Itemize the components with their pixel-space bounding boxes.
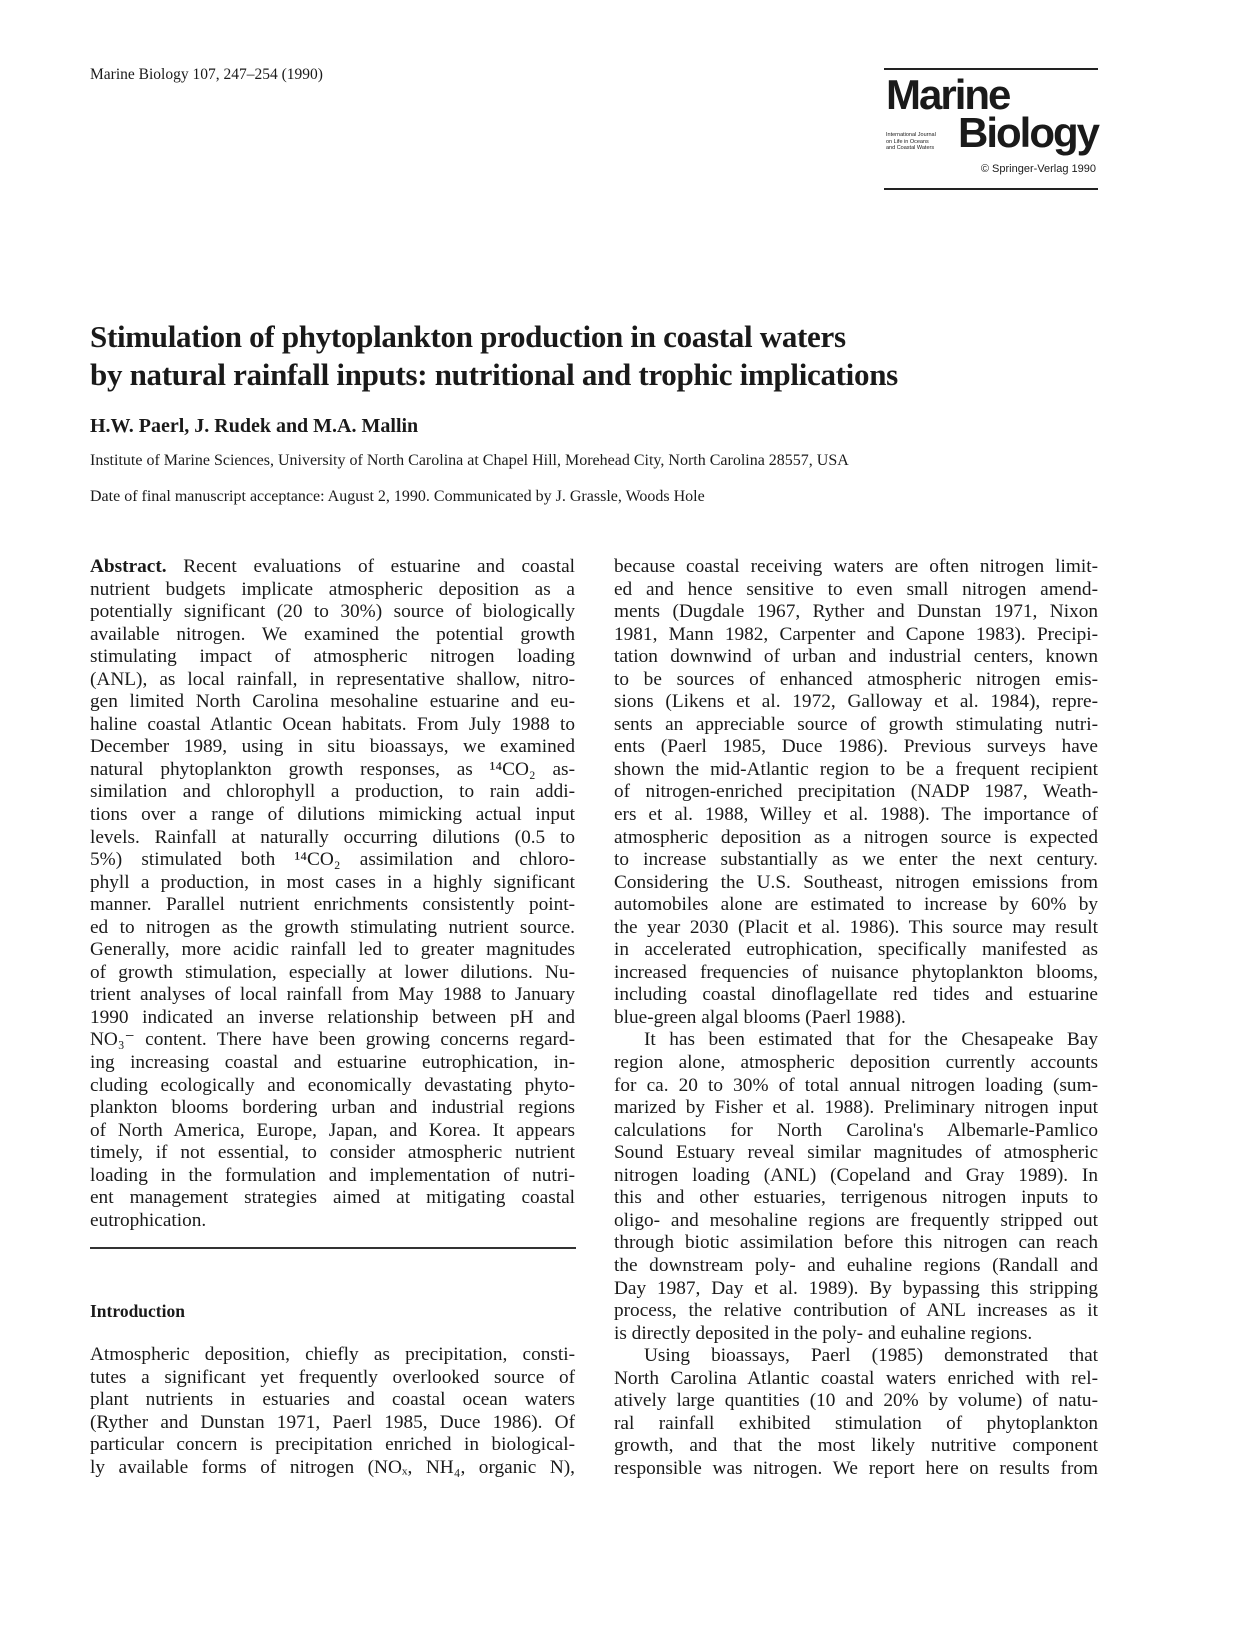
text-line: including coastal dinoflagellate red tides and estuarine bbox=[614, 984, 1098, 1006]
text-line: is directly deposited in the poly- and euhaline regions. bbox=[614, 1322, 1033, 1344]
text-line: Generally, more acidic rainfall led to greater magnitudes bbox=[90, 939, 575, 961]
text-line: ed to nitrogen as the growth stimulating nutrient source. bbox=[90, 916, 575, 938]
logo-subtitle-line: International Journal bbox=[886, 132, 936, 138]
text-line: plant nutrients in estuaries and coastal ocean waters bbox=[90, 1389, 575, 1411]
text-line: Considering the U.S. Southeast, nitrogen emissions from bbox=[614, 871, 1098, 893]
text-line: ments (Dugdale 1967, Ryther and Dunstan 1971, Nixon bbox=[614, 601, 1098, 623]
text-line: atmospheric deposition as a nitrogen source is expected bbox=[614, 826, 1098, 848]
text-line: to increase substantially as we enter the next century. bbox=[614, 849, 1098, 871]
text-line: loading in the formulation and implementation of nutri- bbox=[90, 1164, 575, 1186]
text-line: marized by Fisher et al. 1988). Preliminary nitrogen input bbox=[614, 1097, 1098, 1119]
text-line: It has been estimated that for the Chesapeake Bay bbox=[644, 1029, 1098, 1051]
text-line: stimulating impact of atmospheric nitrogen loading bbox=[90, 646, 575, 668]
text-line: tions over a range of dilutions mimicking actual input bbox=[90, 804, 575, 826]
text-line: ly available forms of nitrogen (NOₓ, NH₄, organic N), bbox=[90, 1456, 575, 1478]
text-line: manner. Parallel nutrient enrichments consistently point- bbox=[90, 894, 575, 916]
text-line: December 1989, using in situ bioassays, we examined bbox=[90, 736, 575, 758]
right-column-text bbox=[614, 556, 1098, 1480]
abstract-label: Abstract. bbox=[90, 556, 167, 577]
text-line: Sound Estuary reveal similar magnitudes of atmospheric bbox=[614, 1142, 1098, 1164]
text-line: plankton blooms bordering urban and industrial regions bbox=[90, 1097, 575, 1119]
text-line: ral rainfall exhibited stimulation of phytoplankton bbox=[614, 1412, 1098, 1434]
copyright-notice: © Springer-Verlag 1990 bbox=[980, 163, 1096, 175]
text-line: oligo- and mesohaline regions are frequently stripped out bbox=[614, 1209, 1098, 1231]
text-line: potentially significant (20 to 30%) source of biologically bbox=[90, 601, 575, 623]
logo-subtitle bbox=[886, 132, 936, 152]
text-line: NO₃⁻ content. There have been growing concerns regard- bbox=[90, 1029, 575, 1051]
text-line: sents an appreciable source of growth stimulating nutri- bbox=[614, 713, 1098, 735]
affiliation: Institute of Marine Sciences, University of North Carolina at Chapel Hill, Morehead City, North Carolina 28557, USA bbox=[90, 452, 849, 469]
text-line: ed and hence sensitive to even small nitrogen amend- bbox=[614, 578, 1098, 600]
text-line: process, the relative contribution of ANL increases as it bbox=[614, 1300, 1098, 1322]
text-line: tutes a significant yet frequently overlooked source of bbox=[90, 1366, 575, 1388]
title-line: Stimulation of phytoplankton production in coastal waters bbox=[90, 319, 846, 354]
text-line: Using bioassays, Paerl (1985) demonstrated that bbox=[644, 1345, 1098, 1367]
text-line: responsible was nitrogen. We report here on results from bbox=[614, 1457, 1098, 1479]
text-line: increased frequencies of nuisance phytoplankton blooms, bbox=[614, 961, 1098, 983]
manuscript-dates: Date of final manuscript acceptance: August 2, 1990. Communicated by J. Grassle, Woods Hole bbox=[90, 488, 705, 505]
section-heading-introduction: Introduction bbox=[90, 1301, 185, 1321]
text-line: of North America, Europe, Japan, and Korea. It appears bbox=[90, 1119, 575, 1141]
text-line: shown the mid-Atlantic region to be a frequent recipient bbox=[614, 758, 1098, 780]
text-line: similation and chlorophyll a production, to rain addi- bbox=[90, 781, 575, 803]
text-line: (Ryther and Dunstan 1971, Paerl 1985, Duce 1986). Of bbox=[90, 1411, 575, 1433]
text-line: blue-green algal blooms (Paerl 1988). bbox=[614, 1006, 906, 1028]
text-line: phyll a production, in most cases in a highly significant bbox=[90, 871, 575, 893]
logo-biology: Biology bbox=[958, 109, 1098, 156]
text-line: ers et al. 1988, Willey et al. 1988). The importance of bbox=[614, 804, 1098, 826]
text-line: North Carolina Atlantic coastal waters enriched with rel- bbox=[614, 1367, 1098, 1389]
logo-subtitle-line: and Coastal Waters bbox=[886, 145, 935, 151]
text-line: timely, if not essential, to consider atmospheric nutrient bbox=[90, 1142, 575, 1164]
text-line: calculations for North Carolina's Albemarle-Pamlico bbox=[614, 1119, 1098, 1141]
logo-marine: Marine bbox=[886, 71, 1010, 118]
journal-citation: Marine Biology 107, 247–254 (1990) bbox=[90, 66, 323, 83]
text-line: particular concern is precipitation enriched in biological- bbox=[90, 1434, 575, 1456]
text-line: this and other estuaries, terrigenous nitrogen inputs to bbox=[614, 1187, 1098, 1209]
text-span: Recent evaluations of estuarine and coastal bbox=[166, 556, 575, 577]
text-line: in accelerated eutrophication, specifically manifested as bbox=[614, 939, 1098, 961]
text-line: 5%) stimulated both ¹⁴CO₂ assimilation and chloro- bbox=[90, 849, 575, 871]
text-line: 1990 indicated an inverse relationship between pH and bbox=[90, 1006, 575, 1028]
text-line: (ANL), as local rainfall, in representative shallow, nitro- bbox=[90, 668, 575, 690]
text-line: ent management strategies aimed at mitigating coastal bbox=[90, 1187, 575, 1209]
text-line: of nitrogen-enriched precipitation (NADP 1987, Weath- bbox=[614, 781, 1098, 803]
journal-logo bbox=[884, 68, 1098, 190]
text-line: haline coastal Atlantic Ocean habitats. From July 1988 to bbox=[90, 713, 575, 735]
text-line: for ca. 20 to 30% of total annual nitrogen loading (sum- bbox=[614, 1074, 1098, 1096]
text-line: to be sources of enhanced atmospheric nitrogen emis- bbox=[614, 668, 1098, 690]
text-line: nutrient budgets implicate atmospheric deposition as a bbox=[90, 578, 575, 600]
text-line: atively large quantities (10 and 20% by volume) of natu- bbox=[614, 1390, 1098, 1412]
abstract bbox=[90, 556, 575, 1232]
text-line: gen limited North Carolina mesohaline estuarine and eu- bbox=[90, 691, 575, 713]
authors: H.W. Paerl, J. Rudek and M.A. Mallin bbox=[90, 415, 419, 437]
text-line: tation downwind of urban and industrial centers, known bbox=[614, 646, 1098, 668]
text-line: available nitrogen. We examined the potential growth bbox=[90, 623, 575, 645]
text-line: region alone, atmospheric deposition currently accounts bbox=[614, 1052, 1098, 1074]
text-line: the downstream poly- and euhaline regions (Randall and bbox=[614, 1254, 1098, 1276]
article-title bbox=[90, 318, 898, 394]
introduction-text bbox=[90, 1344, 575, 1479]
logo-subtitle-line: on Life in Oceans bbox=[886, 138, 929, 145]
logo-top-rule bbox=[884, 68, 1098, 70]
text-line: through biotic assimilation before this nitrogen can reach bbox=[614, 1232, 1098, 1254]
text-line: trient analyses of local rainfall from May 1988 to January bbox=[90, 984, 575, 1006]
text-line: automobiles alone are estimated to increase by 60% by bbox=[614, 894, 1098, 916]
text-line: of growth stimulation, especially at lower dilutions. Nu- bbox=[90, 961, 575, 983]
text-line: natural phytoplankton growth responses, as ¹⁴CO₂ as- bbox=[90, 758, 575, 780]
text-line: because coastal receiving waters are often nitrogen limit- bbox=[614, 556, 1098, 577]
text-line: cluding ecologically and economically devastating phyto- bbox=[90, 1074, 575, 1096]
text-line: levels. Rainfall at naturally occurring dilutions (0.5 to bbox=[90, 826, 575, 848]
text-line: growth, and that the most likely nutritive component bbox=[614, 1435, 1098, 1457]
text-line: Atmospheric deposition, chiefly as precipitation, consti- bbox=[90, 1344, 575, 1365]
abstract-divider bbox=[90, 1247, 576, 1249]
text-line: ing increasing coastal and estuarine eutrophication, in- bbox=[90, 1052, 575, 1074]
text-line bbox=[90, 556, 575, 579]
text-line: 1981, Mann 1982, Carpenter and Capone 1983). Precipi- bbox=[614, 623, 1098, 645]
text-line: sions (Likens et al. 1972, Galloway et al. 1984), repre- bbox=[614, 691, 1098, 713]
title-line: by natural rainfall inputs: nutritional and trophic implications bbox=[90, 357, 898, 392]
text-line: nitrogen loading (ANL) (Copeland and Gray 1989). In bbox=[614, 1164, 1098, 1186]
text-line: ents (Paerl 1985, Duce 1986). Previous surveys have bbox=[614, 736, 1098, 758]
text-line: eutrophication. bbox=[90, 1209, 207, 1231]
text-line: the year 2030 (Placit et al. 1986). This source may result bbox=[614, 916, 1098, 938]
logo-bottom-rule bbox=[884, 188, 1098, 190]
text-line: Day 1987, Day et al. 1989). By bypassing this stripping bbox=[614, 1277, 1098, 1299]
